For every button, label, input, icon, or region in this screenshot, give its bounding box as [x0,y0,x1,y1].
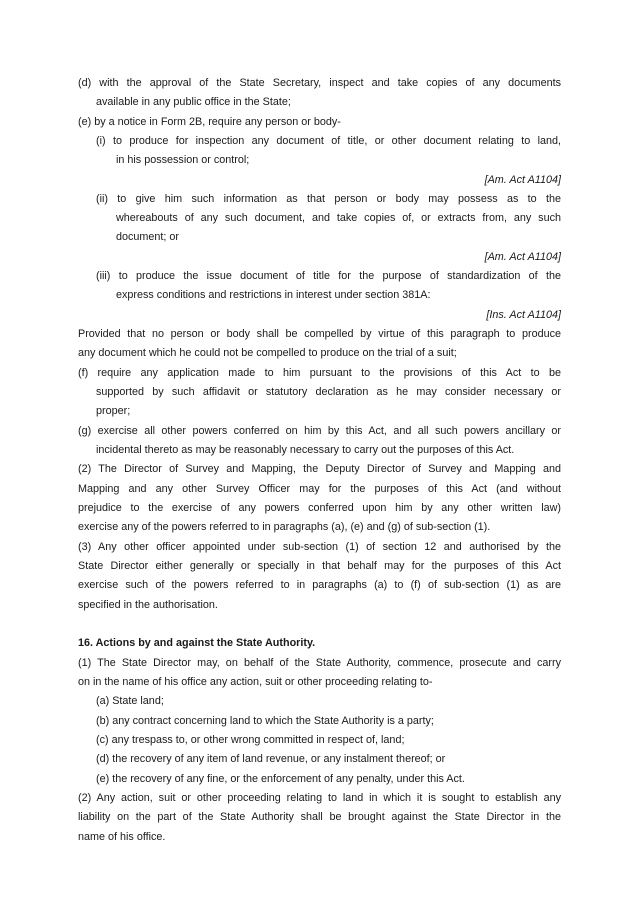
para-f-line-1: (f) require any application made to him pursuant to the provisions of this Act to be [78,367,561,379]
para-g-line-1: (g) exercise all other powers conferred on him by this Act, and all such powers ancillary or [78,425,561,437]
item-a: (a) State land; [96,695,164,707]
para-e-iii-line-2: express conditions and restrictions in interest under section 381A: [116,289,431,301]
para-g-line-2: incidental thereto as may be reasonably necessary to carry out the purposes of this Act. [96,444,515,456]
item-e: (e) the recovery of any fine, or the enforcement of any penalty, under this Act. [96,773,465,785]
subsection-2-line-2: Mapping and any other Survey Officer may for the purposes of this Act (and without [78,483,561,495]
amendment-note: [Am. Act A1104] [484,251,561,263]
para-d-line-2: available in any public office in the State; [96,96,291,108]
para-e-ii-line-3: document; or [116,231,180,243]
item-c: (c) any trespass to, or other wrong committed in respect of, land; [96,734,405,746]
section-16-1-line-2: on in the name of his office any action, suit or other proceeding relating to- [78,676,433,688]
para-e-i-line-1: (i) to produce for inspection any document of title, or other document relating to land, [96,135,561,147]
para-e-i-line-2: in his possession or control; [116,154,250,166]
subsection-3-line-4: specified in the authorisation. [78,599,218,611]
section-16-heading: 16. Actions by and against the State Authority. [78,637,316,649]
para-e-ii-line-1: (ii) to give him such information as that person or body may possess as to the [96,193,561,205]
amendment-note: [Am. Act A1104] [484,174,561,186]
para-e-ii-line-2: whereabouts of any such document, and take copies of, or extracts from, any such [116,212,561,224]
proviso-line-2: any document which he could not be compelled to produce on the trial of a suit; [78,347,457,359]
section-16-1-line-1: (1) The State Director may, on behalf of the State Authority, commence, prosecute and carry [78,657,561,669]
item-d: (d) the recovery of any item of land revenue, or any instalment thereof; or [96,753,446,765]
section-16-2-line-2: liability on the part of the State Authority shall be brought against the State Director in the [78,811,561,823]
item-b: (b) any contract concerning land to which the State Authority is a party; [96,715,434,727]
subsection-2-line-4: exercise any of the powers referred to in paragraphs (a), (e) and (g) of sub-section (1). [78,521,491,533]
para-e-line-1: (e) by a notice in Form 2B, require any person or body- [78,116,341,128]
insertion-note: [Ins. Act A1104] [486,309,561,321]
subsection-3-line-1: (3) Any other officer appointed under sub-section (1) of section 12 and authorised by the [78,541,561,553]
subsection-3-line-2: State Director either generally or specially in that behalf may for the purposes of this Act [78,560,561,572]
subsection-2-line-3: prejudice to the exercise of any powers conferred upon him by any other written law) [78,502,561,514]
section-16-2-line-1: (2) Any action, suit or other proceeding relating to land in which it is sought to establish any [78,792,561,804]
para-f-line-3: proper; [96,405,131,417]
subsection-2-line-1: (2) The Director of Survey and Mapping, the Deputy Director of Survey and Mapping and [78,463,561,475]
para-f-line-2: supported by such affidavit or statutory declaration as he may consider necessary or [96,386,561,398]
subsection-3-line-3: exercise such of the powers referred to in paragraphs (a) to (f) of sub-section (1) as are [78,579,561,591]
para-d-line-1: (d) with the approval of the State Secretary, inspect and take copies of any documents [78,77,561,89]
para-e-iii-line-1: (iii) to produce the issue document of title for the purpose of standardization of the [96,270,561,282]
section-16-2-line-3: name of his office. [78,831,166,843]
proviso-line-1: Provided that no person or body shall be compelled by virtue of this paragraph to produce [78,328,561,340]
